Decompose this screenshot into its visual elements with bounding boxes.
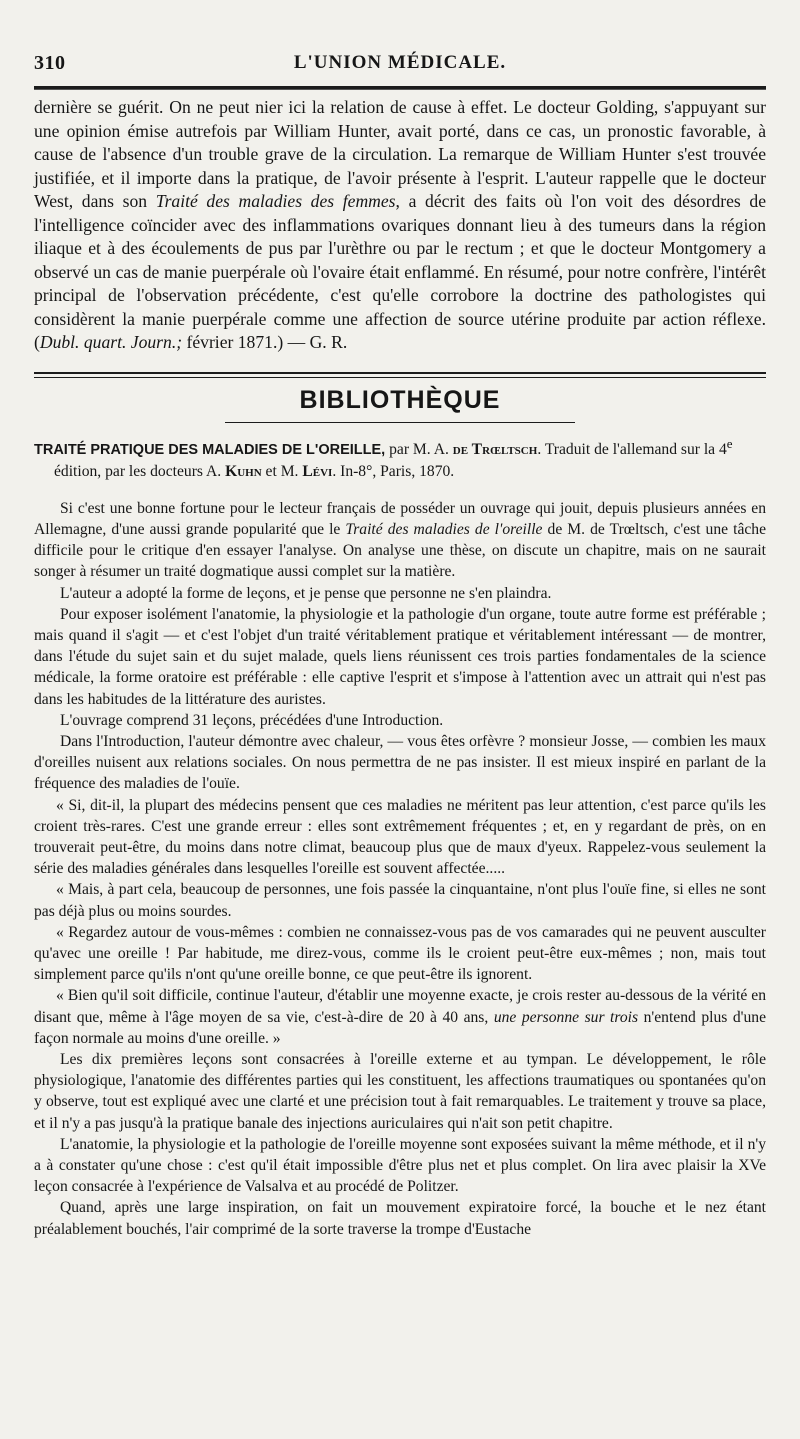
- review-paragraph: L'auteur a adopté la forme de leçons, et je pense que personne ne s'en plaindra.: [60, 584, 552, 602]
- journal-page: [34, 48, 766, 1240]
- quotation-paragraph: « Mais, à part cela, beaucoup de personnes, une fois passée la cinquantaine, n'ont plus l'ouïe fine, si elles ne sont pas déjà plus ou moins sourdes.: [34, 881, 766, 920]
- review-paragraph: Les dix premières leçons sont consacrées à l'oreille externe et au tympan. Le développement, le rôle physiologique, l'anatomie des différentes parties qui les constituent, les affections traumatiques ou spontanées qu'on y observe, tout est expliqué avec une clarté et une précision tout à fait remarquables. Le traitement y trouve sa place, et il n'y a pas jusqu'à la pratique banale des injections auriculaires qui n'ait son petit chapitre.: [34, 1050, 766, 1132]
- translator-kuhn: Kuhn: [225, 462, 262, 480]
- section-title-rule: [225, 422, 575, 433]
- review-paragraph: Pour exposer isolément l'anatomie, la physiologie et la pathologie d'un organe, toute autre forme est préférable ; mais quand il s'agit — et c'est l'objet d'un traité véritablement pratique et véritablement intéressant — de montrer, dans l'étude du sujet sain et du sujet malade, quels liens réunissent ces trois parties fondamentales de la science médicale, la forme oratoire est préférable : elle captive l'esprit et s'impose à l'attention avec un attrait qui n'est pas dans les habitudes de la littérature des auristes.: [34, 605, 766, 708]
- review-paragraph: Quand, après une large inspiration, on fait un mouvement expiratoire forcé, la bouche et le nez étant préalablement bouchés, l'air comprimé de la sorte traverse la trompe d'Eustache: [34, 1199, 766, 1238]
- translator-levi: Lévi: [302, 462, 333, 480]
- review-paragraph: L'anatomie, la physiologie et la pathologie de l'oreille moyenne sont exposées suivant la même méthode, et il n'y a à constater qu'une chose : c'est qu'il était impossible d'être plus net et plus complet. On lira avec plaisir la XVe leçon consacrée à l'expérience de Valsalva et au procédé de Politzer.: [34, 1135, 766, 1196]
- running-title: L'UNION MÉDICALE.: [293, 52, 507, 73]
- book-reference: TRAITÉ PRATIQUE DES MALADIES DE L'OREILLE, par M. A. de Trœltsch. Traduit de l'allemand sur la 4e édition, par les docteurs A. Kuhn et M. Lévi. In-8°, Paris, 1870.: [34, 435, 733, 480]
- quotation-paragraph: « Si, dit-il, la plupart des médecins pensent que ces maladies ne méritent pas leur attention, c'est parce qu'ils les croient très-rares. C'est une grande erreur : elles sont extrêmement fréquentes ; et, en y regardant de près, on en trouverait peut-être, du moins dans notre climat, beaucoup plus que de maux d'yeux. Rappelez-vous seulement la série des maladies générales dans lesquelles l'oreille est souvent affectée.....: [34, 796, 766, 878]
- page-header: [34, 48, 766, 86]
- quotation-paragraph: « Bien qu'il soit difficile, continue l'auteur, d'établir une moyenne exacte, je crois rester au-dessous de la vérité en disant que, même à l'âge moyen de sa vie, c'est-à-dire de 20 à 40 ans, une personne sur trois n'entend plus d'une façon normale au moins d'une oreille. »: [34, 987, 766, 1047]
- article-end-paragraph: dernière se guérit. On ne peut nier ici la relation de cause à effet. Le docteur Golding, s'appuyant sur une opinion émise autrefois par William Hunter, avait porté, dans ce cas, un pronostic favorable, à cause de l'absence d'un trouble grave de la circulation. La remarque de William Hunter s'est trouvée justifiée, et il importe dans la pratique, de l'avoir présente à l'esprit. L'auteur rappelle que le docteur West, dans son Traité des maladies des femmes, a décrit des faits où l'on voit des désordres de l'intelligence coïncider avec des inflammations ovariques donnant lieu à des tumeurs dans la région iliaque et à des écoulements de pus par l'urèthre ou par le rectum ; et que le docteur Montgomery a observé un cas de manie puerpérale où l'ovaire était enflammé. En résumé, pour notre confrère, l'intérêt principal de l'observation précédente, c'est qu'elle corrobore la doctrine des pathologistes qui considèrent la manie puerpérale comme une affection de source utérine produite par action réflexe. (Dubl. quart. Journ.; février 1871.) — G. R.: [34, 97, 766, 352]
- review-paragraph: L'ouvrage comprend 31 leçons, précédées d'une Introduction.: [60, 711, 444, 729]
- quotation-paragraph: « Regardez autour de vous-mêmes : combien ne connaissez-vous pas de vos camarades qui ne peuvent ausculter qu'avec une oreille ! Par habitude, me direz-vous, comme ils le croient peut-être eux-mêmes ; non, mais tout simplement parce qu'ils n'ont qu'une oreille bonne, ce que peut-être ils ignorent.: [34, 923, 766, 984]
- section-title: BIBLIOTHÈQUE: [299, 385, 501, 414]
- previous-article-end: [34, 96, 766, 355]
- review-paragraph: Si c'est une bonne fortune pour le lecteur français de posséder un ouvrage qui jouit, depuis plusieurs années en Allemagne, d'une aussi grande popularité que le Traité des maladies de l'oreille de M. de Trœltsch, c'est une tâche difficile pour le critique d'en essayer l'analyse. On analyse une thèse, on discute un chapitre, mais on ne saurait songer à résumer un traité dogmatique aussi complet sur la matière.: [34, 499, 767, 581]
- page-number: 310: [34, 52, 66, 74]
- book-review: [34, 498, 766, 1240]
- book-author: de Trœltsch: [452, 440, 538, 458]
- header-rule: [34, 86, 766, 90]
- book-title: TRAITÉ PRATIQUE DES MALADIES DE L'OREILLE,: [34, 441, 386, 458]
- section-rule: [34, 372, 766, 378]
- review-paragraph: Dans l'Introduction, l'auteur démontre avec chaleur, — vous êtes orfèvre ? monsieur Josse, — combien les maux d'oreilles nuisent aux relations sociales. On nous permettra de ne pas insister. Il est mieux inspiré en parlant de la fréquence des maladies de l'ouïe.: [34, 732, 766, 793]
